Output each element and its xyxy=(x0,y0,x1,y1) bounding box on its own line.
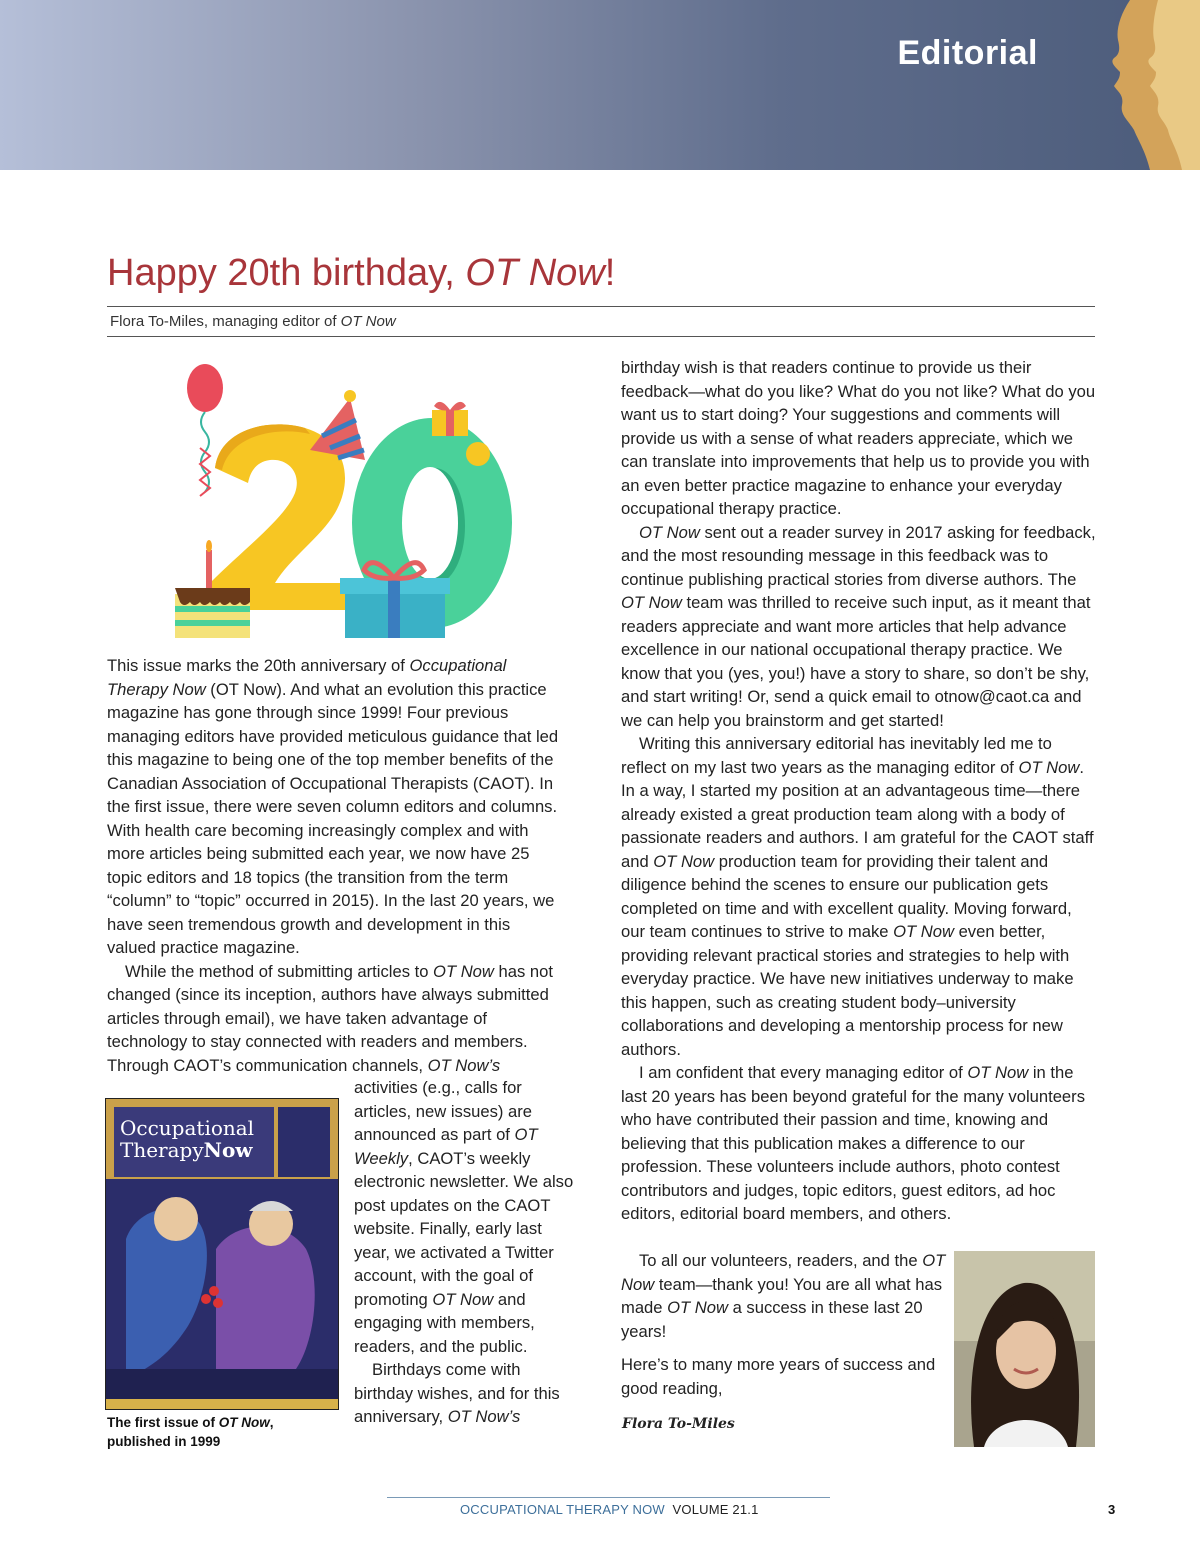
article-column-left xyxy=(107,654,563,1077)
headline-text: Happy 20th birthday, xyxy=(107,252,466,294)
text-run: birthday wish is that readers continue to provide us their feedback—what do you like? What do you not like? What do you want us to start doing? Your suggestions and comments will provide us with a sense of what readers appreciate, which we can translate into improvements that help us to provide you with an even better practice magazine to enhance your everyday occupational therapy practice. xyxy=(621,358,1096,518)
caption-magazine-name: OT Now xyxy=(218,1415,270,1430)
footer-volume: VOLUME 21.1 xyxy=(672,1502,759,1517)
paragraph-3 xyxy=(354,1358,576,1429)
headline-magazine-name: OT Now xyxy=(465,252,605,294)
paragraph-5 xyxy=(621,732,1099,1061)
magazine-name: OT Now xyxy=(1018,757,1080,777)
magazine-name: OT Now xyxy=(621,1251,946,1294)
cover-title-line1: Occupational xyxy=(120,1116,255,1140)
section-banner xyxy=(0,0,1200,170)
magazine-name: OT Now xyxy=(653,851,715,871)
headline-punctuation: ! xyxy=(604,252,616,294)
author-photo xyxy=(954,1251,1095,1447)
magazine-name: OT Now’s xyxy=(427,1055,501,1075)
paragraph-6 xyxy=(621,1061,1099,1226)
cover-caption xyxy=(107,1413,307,1451)
magazine-name: OT Now xyxy=(967,1063,1029,1082)
cover-title-now: Now xyxy=(203,1138,253,1162)
paragraph-2-continued xyxy=(354,1076,576,1358)
text-run: . In a way, I started my position at an advantageous time—there already existed a great production team along with a body of passionate readers and authors. I am grateful for the CAOT staff and xyxy=(621,757,1094,871)
magazine-name: OT Now xyxy=(639,522,700,542)
text-run: This issue marks the 20th anniversary of xyxy=(107,656,410,675)
newsletter-name: OT Weekly xyxy=(354,1125,538,1168)
text-run: Birthdays come with birthday wishes, and for this anniversary, xyxy=(354,1360,560,1426)
text-run: sent out a reader survey in 2017 asking for feedback, and the most resounding message in this feedback was to continue publishing practical stories from diverse authors. The xyxy=(621,522,1096,589)
magazine-name: OT Now xyxy=(621,593,682,612)
text-run: Writing this anniversary editorial has inevitably led me to reflect on my last two years as the managing editor of xyxy=(621,734,1052,777)
paragraph-7 xyxy=(621,1249,947,1343)
article-byline xyxy=(110,313,396,330)
headline-rule-top xyxy=(107,306,1095,307)
article-column-closing xyxy=(621,1249,947,1400)
text-run: activities (e.g., calls for articles, new issues) are announced as part of xyxy=(354,1078,532,1144)
page-number: 3 xyxy=(1108,1502,1116,1517)
birthday-20-illustration xyxy=(160,358,550,648)
text-run: To all our volunteers, readers, and the xyxy=(639,1251,923,1270)
text-run: team was thrilled to receive such input, as it meant that readers appreciate and want more articles that help advance excellence in our national occupational therapy practice. We know that you (yes, you!) have a story to share, so don’t be shy, and start writing! Or, send a quick email to otnow@caot.ca and we can help you brainstorm and get started! xyxy=(621,593,1091,730)
author-portrait xyxy=(954,1251,1095,1447)
paragraph-2 xyxy=(107,960,563,1078)
magazine-name: OT Now xyxy=(667,1298,728,1317)
byline-magazine-name: OT Now xyxy=(340,313,396,330)
text-run: team—thank you! You are all what has made xyxy=(621,1274,943,1317)
byline-text: Flora To-Miles, managing editor of xyxy=(110,313,341,330)
text-run: a success in these last 20 years! xyxy=(621,1298,923,1341)
paragraph-4 xyxy=(621,521,1099,733)
magazine-name: OT Now xyxy=(893,922,954,941)
text-run: , CAOT’s weekly electronic newsletter. We also post updates on the CAOT website. Finally, early last year, we activated a Twitter account, with the goal of promoting xyxy=(354,1148,574,1309)
text-run: production team for providing their talent and diligence behind the scenes to ensure our publication gets completed on time and with excellent quality. Moving forward, our team continues to strive to make xyxy=(621,851,1072,941)
cover-title-line2: Therapy xyxy=(120,1138,204,1162)
section-title: Editorial xyxy=(897,34,1038,72)
caption-text: The first issue of xyxy=(107,1415,219,1430)
footer-rule xyxy=(387,1497,830,1498)
magazine-name: OT Now xyxy=(432,1289,494,1309)
text-run: even better, providing relevant practical stories and strategies to help with everyday practice. We have new initiatives underway to make this happen, such as creating student body–university collaborations and developing a mentorship process for new authors. xyxy=(621,922,1074,1059)
text-run: and engaging with members, readers, and the public. xyxy=(354,1289,535,1356)
profile-silhouette-icon xyxy=(1090,0,1200,170)
text-run: While the method of submitting articles to xyxy=(125,961,434,981)
author-signature: Flora To-Miles xyxy=(622,1416,735,1432)
text-run: I am confident that every managing editor of xyxy=(639,1063,968,1082)
magazine-name: OT Now’s xyxy=(447,1407,521,1426)
paragraph-3-continued xyxy=(621,356,1099,521)
paragraph-1 xyxy=(107,654,563,960)
caption-text: , published in 1999 xyxy=(107,1415,274,1449)
magazine-name: Occupational Therapy Now xyxy=(107,656,507,699)
text-run: in the last 20 years has been beyond grateful for the many volunteers who have contributed their passion and time, knowing and believing that this publication makes a difference to our profession. These volunteers include authors, photo contest contributors and judges, topic editors, guest editors, ad hoc editors, editorial board members, and others. xyxy=(621,1063,1085,1223)
cover-title xyxy=(120,1117,254,1161)
closing-line: Here’s to many more years of success and good reading, xyxy=(621,1355,936,1398)
article-column-right xyxy=(621,356,1099,1226)
article-column-middle xyxy=(354,1076,576,1429)
magazine-name: OT Now xyxy=(433,961,494,981)
footer-magazine-name: OCCUPATIONAL THERAPY NOW xyxy=(460,1502,665,1517)
text-run: (OT Now). And what an evolution this practice magazine has gone through since 1999! Four previous managing editors have provided meticulous guidance that led this magazine to being one of the top member benefits of the Canadian Association of Occupational Therapists (CAOT). In the first issue, there were seven column editors and columns. With health care becoming increasingly complex and with more articles being submitted each year, we now have 25 topic editors and 18 topics (the transition from the term “column” to “topic” occurred in 2015). In the last 20 years, we have seen tremendous growth and development in this valued practice magazine. xyxy=(107,679,559,957)
first-issue-cover-image xyxy=(105,1098,339,1410)
headline-rule-bottom xyxy=(107,336,1095,337)
article-headline xyxy=(107,252,615,295)
text-run: has not changed (since its inception, authors have always submitted articles through email), we have taken advantage of technology to stay connected with readers and members. Through CAOT’s communication channels, xyxy=(107,961,553,1075)
footer-publication xyxy=(460,1502,759,1517)
